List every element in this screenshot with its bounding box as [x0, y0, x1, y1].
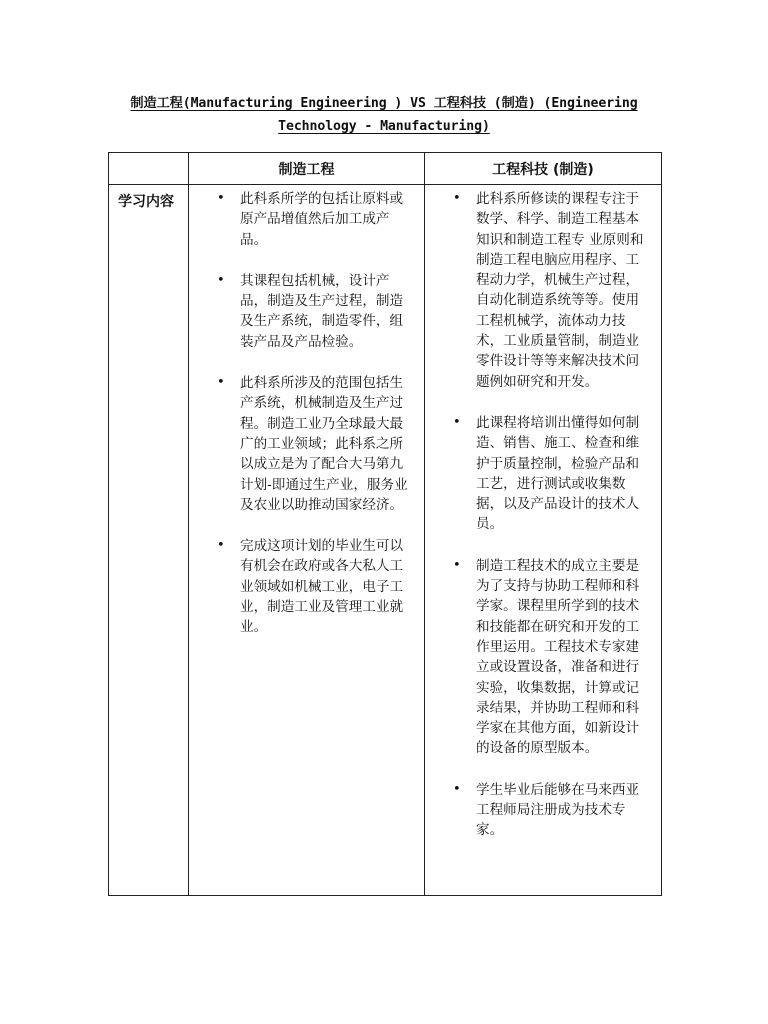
- bullet-icon: •: [217, 375, 225, 391]
- list-item-text: 此科系所涉及的范围包括生产系统，机械制造及生产过程。制造工业乃全球最大最广的工业领域；此科系之所以成立是为了配合大马第九计划-即通过生产业，服务业及农业以助推动国家经济。: [240, 375, 408, 513]
- bullet-icon: •: [453, 191, 461, 206]
- document-title: 制造工程(Manufacturing Engineering ) VS 工程科技 (制造) (Engineering Technology - Manufacturing): [130, 96, 638, 134]
- list-item-text: 其课程包括机械，设计产品，制造及生产过程，制造及生产系统，制造零件，组装产品及产品检验。: [240, 272, 404, 350]
- list-item-text: 此科系所学的包括让原料或原产品增值然后加工成产品。: [240, 191, 404, 248]
- bullet-icon: •: [453, 557, 461, 573]
- list-item-text: 制造工程技术的成立主要是为了支持与协助工程师和科学家。课程里所学到的技术和技能都在研究和开发的工作里运用。工程技术专家建立或设置设备，准备和进行实验，收集数据，计算或记录结果，并协助工程师和科学家在其他方面，如新设计的设备的原型版本。: [476, 557, 640, 757]
- list-item-text: 学生毕业后能够在马来西亚工程师局注册成为技术专家。: [476, 781, 640, 839]
- list-item-text: 完成这项计划的毕业生可以有机会在政府或各大私人工业领域如机械工业，电子工业，制造工业及管理工业就业。: [240, 538, 404, 636]
- list-item: [189, 189, 414, 250]
- bullet-list-manufacturing-engineering: [189, 185, 424, 638]
- bullet-icon: •: [217, 191, 225, 206]
- list-item-text: 此课程将培训出懂得如何制造、销售、施工、检查和维护于质量控制，检验产品和工艺，进行测试或收集数据，以及产品设计的技术人员。: [476, 414, 640, 533]
- bullet-icon: •: [217, 272, 225, 288]
- table-header-row: [109, 153, 662, 185]
- list-item: [425, 780, 651, 841]
- list-item-text: 此科系所修读的课程专注于数学、科学、制造工程基本知识和制造工程专 业原则和制造工程电脑应用程序、工程动力学，机械生产过程，自动化制造系统等等。使用工程机械学，流体动力技术，工业质量管制，制造业零件设计等等来解决技术问题例如研究和开发。: [476, 191, 644, 390]
- cell-manufacturing-engineering: [189, 185, 425, 896]
- header-cell-empty: [109, 153, 189, 185]
- bullet-list-engineering-technology: [425, 185, 661, 841]
- bullet-icon: •: [453, 414, 461, 430]
- bullet-icon: •: [453, 781, 461, 797]
- comparison-table: [108, 152, 662, 896]
- table-row-study-content: [109, 185, 662, 896]
- row-label-study-content: 学习内容: [109, 185, 189, 896]
- list-item: [425, 556, 651, 759]
- list-item: [189, 373, 414, 515]
- header-cell-engineering-technology: 工程科技 (制造): [425, 153, 662, 185]
- list-item: [425, 413, 651, 535]
- list-item: [189, 271, 414, 352]
- cell-engineering-technology: [425, 185, 662, 896]
- bullet-icon: •: [217, 538, 225, 554]
- list-item: [425, 189, 651, 392]
- list-item: [189, 536, 414, 637]
- header-cell-manufacturing-engineering: 制造工程: [189, 153, 425, 185]
